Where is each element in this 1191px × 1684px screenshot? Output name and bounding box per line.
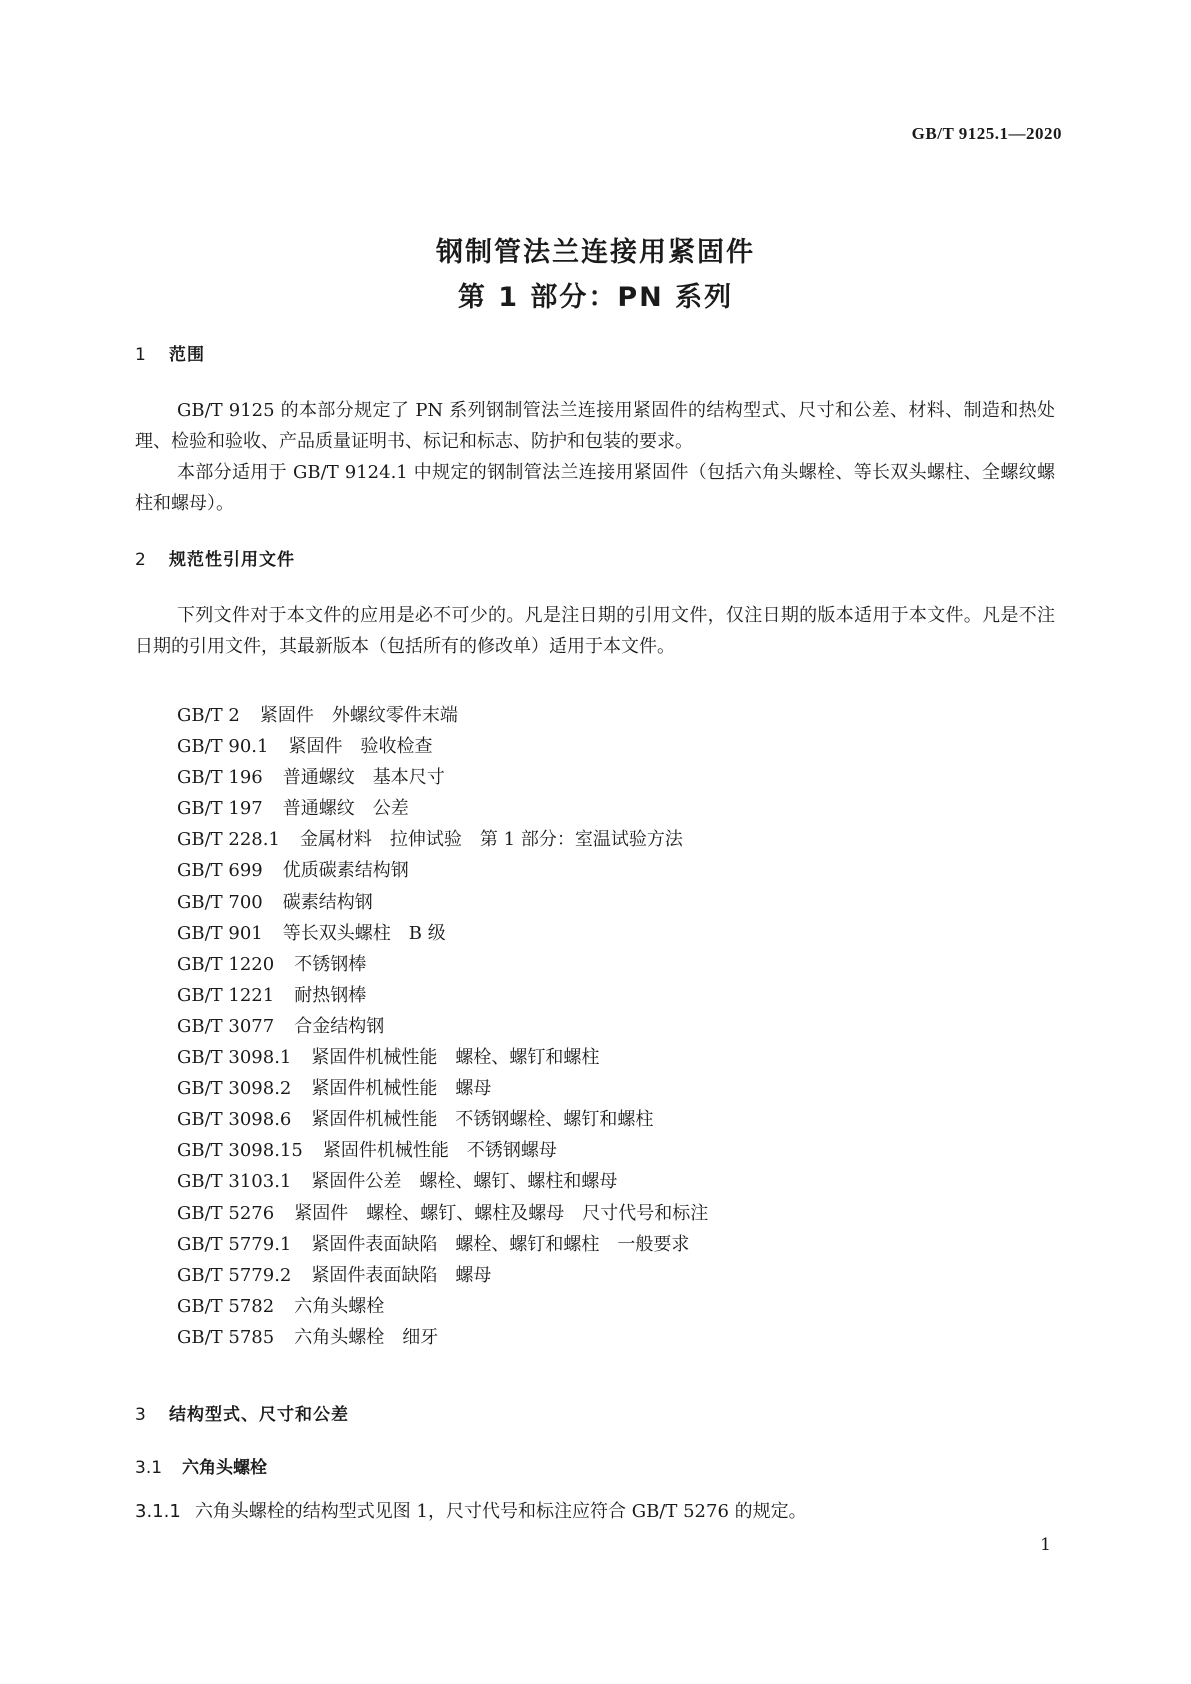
reference-item [177,1229,708,1260]
document-subtitle: 第 1 部分：PN 系列 [457,282,734,313]
reference-code: GB/T 5276 [177,1202,275,1224]
reference-code: GB/T 5779.1 [177,1233,292,1255]
reference-title: 紧固件表面缺陷 螺栓、螺钉和螺柱 一般要求 [311,1233,690,1255]
reference-code: GB/T 700 [177,891,263,913]
reference-code: GB/T 196 [177,767,263,789]
section-1-paragraph-2: 本部分适用于 GB/T 9124.1 中规定的钢制管法兰连接用紧固件（包括六角头螺栓、等长双头螺柱、全螺纹螺柱和螺母）。 [135,462,1055,514]
reference-item [177,1011,708,1042]
section-number: 2 [135,550,147,570]
clause-number: 3.1.1 [135,1501,181,1522]
reference-code: GB/T 197 [177,798,263,820]
reference-item [177,1260,708,1291]
reference-item [177,1291,708,1322]
reference-code: GB/T 5779.2 [177,1264,292,1286]
section-title: 结构型式、尺寸和公差 [169,1405,349,1425]
reference-title: 紧固件机械性能 不锈钢螺母 [322,1140,557,1162]
reference-item [177,855,708,886]
reference-item [177,980,708,1011]
reference-item [177,1135,708,1166]
reference-item [177,793,708,824]
reference-code: GB/T 3098.2 [177,1078,292,1100]
reference-item [177,1073,708,1104]
reference-title: 紧固件机械性能 不锈钢螺栓、螺钉和螺柱 [311,1109,654,1131]
reference-code: GB/T 3098.15 [177,1140,303,1162]
reference-code: GB/T 228.1 [177,829,280,851]
section-2-heading [135,545,295,570]
clause-3-1-1 [135,1497,807,1523]
reference-code: GB/T 3098.1 [177,1047,292,1069]
document-title: 钢制管法兰连接用紧固件 [436,237,755,268]
page-number: 1 [1040,1535,1051,1555]
reference-title: 紧固件机械性能 螺母 [311,1078,492,1100]
reference-title: 普通螺纹 基本尺寸 [282,767,445,789]
reference-title: 普通螺纹 公差 [282,798,409,820]
section-title: 规范性引用文件 [169,550,295,570]
section-1-heading [135,340,205,365]
reference-title: 不锈钢棒 [294,953,367,975]
reference-item [177,700,708,731]
reference-title: 碳素结构钢 [282,891,373,913]
subsection-title: 六角头螺栓 [182,1458,267,1478]
reference-item [177,1322,708,1353]
reference-code: GB/T 699 [177,860,263,882]
reference-code: GB/T 1220 [177,953,275,975]
section-number: 3 [135,1405,147,1425]
reference-title: 耐热钢棒 [294,984,367,1006]
reference-item [177,1042,708,1073]
reference-title: 合金结构钢 [294,1015,385,1037]
standard-number: GB/T 9125.1—2020 [911,124,1062,143]
reference-item [177,1198,708,1229]
section-number: 1 [135,345,147,365]
normative-references-list [177,700,708,1353]
reference-code: GB/T 5785 [177,1326,275,1348]
reference-code: GB/T 901 [177,922,263,944]
reference-code: GB/T 90.1 [177,736,269,758]
reference-title: 六角头螺栓 细牙 [294,1326,439,1348]
reference-item [177,918,708,949]
reference-title: 六角头螺栓 [294,1295,385,1317]
section-2-intro: 下列文件对于本文件的应用是必不可少的。凡是注日期的引用文件，仅注日期的版本适用于本文件。凡是不注日期的引用文件，其最新版本（包括所有的修改单）适用于本文件。 [135,605,1055,657]
reference-code: GB/T 2 [177,705,240,726]
reference-title: 金属材料 拉伸试验 第 1 部分：室温试验方法 [299,829,683,851]
section-title: 范围 [169,345,205,365]
reference-title: 紧固件 外螺纹零件末端 [259,705,458,726]
section-1-paragraph-1: GB/T 9125 的本部分规定了 PN 系列钢制管法兰连接用紧固件的结构型式、尺寸和公差、材料、制造和热处理、检验和验收、产品质量证明书、标记和标志、防护和包装的要求。 [135,400,1055,452]
reference-title: 紧固件机械性能 螺栓、螺钉和螺柱 [311,1047,600,1069]
reference-title: 紧固件 验收检查 [288,736,433,758]
reference-code: GB/T 3098.6 [177,1109,292,1131]
reference-title: 优质碳素结构钢 [282,860,409,882]
reference-code: GB/T 3103.1 [177,1171,292,1193]
reference-code: GB/T 1221 [177,984,275,1006]
reference-item [177,762,708,793]
reference-item [177,731,708,762]
subsection-3-1-heading [135,1453,267,1478]
reference-item [177,1166,708,1197]
section-3-heading [135,1400,349,1425]
reference-item [177,949,708,980]
subsection-number: 3.1 [135,1458,163,1478]
reference-title: 等长双头螺柱 B 级 [282,922,446,944]
reference-code: GB/T 3077 [177,1015,275,1037]
reference-code: GB/T 5782 [177,1295,275,1317]
reference-item [177,824,708,855]
reference-title: 紧固件表面缺陷 螺母 [311,1264,492,1286]
reference-title: 紧固件 螺栓、螺钉、螺柱及螺母 尺寸代号和标注 [294,1202,709,1224]
reference-item [177,887,708,918]
clause-text: 六角头螺栓的结构型式见图 1，尺寸代号和标注应符合 GB/T 5276 的规定。 [194,1501,807,1522]
reference-title: 紧固件公差 螺栓、螺钉、螺柱和螺母 [311,1171,618,1193]
reference-item [177,1104,708,1135]
